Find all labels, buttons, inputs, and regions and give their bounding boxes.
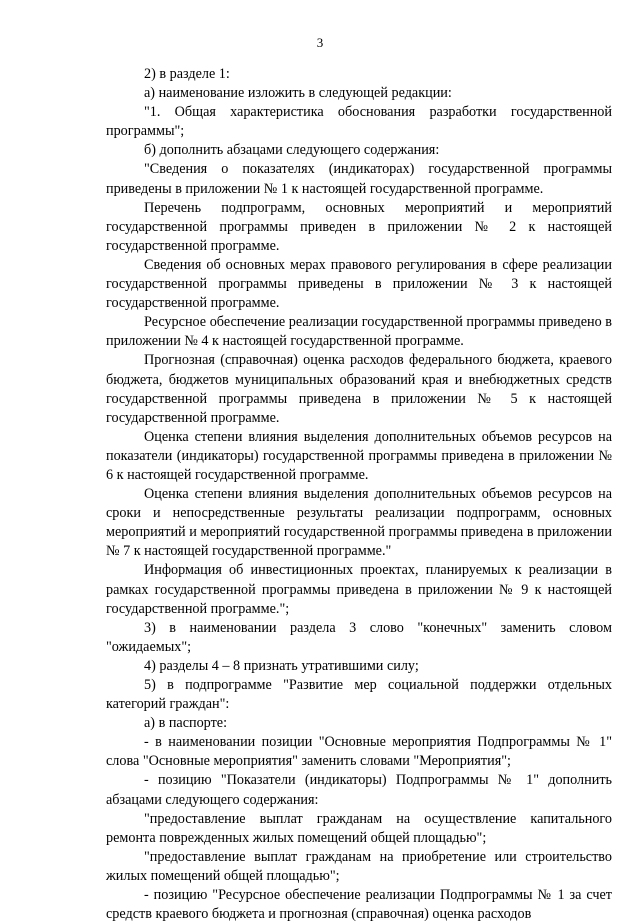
paragraph: 2) в разделе 1: [144, 66, 230, 82]
paragraph: "предоставление выплат гражданам на осуществление капитального ремонта поврежденных жилых помещений общей площадью"; [106, 810, 612, 846]
paragraph: - позицию "Ресурсное обеспечение реализации Подпрограммы № 1 за счет средств краевого бюджета и прогнозная (справочная) оценка расходов [106, 887, 612, 923]
paragraph: 4) разделы 4 – 8 признать утратившими силу; [144, 657, 419, 674]
paragraph: Ресурсное обеспечение реализации государственной программы приведено в приложении № 4 к настоящей государственной программе. [106, 314, 612, 350]
paragraph: "1. Общая характеристика обоснования разработки государственной программы"; [106, 104, 612, 140]
paragraph: а) наименование изложить в следующей редакции: [144, 85, 452, 102]
paragraph: - в наименовании позиции "Основные мероприятия Подпрограммы № 1" слова "Основные мероприятия" заменить словами "Мероприятия"; [106, 734, 612, 770]
paragraph: "Сведения о показателях (индикаторах) государственной программы приведены в приложении № 1 к настоящей государственной программе. [106, 161, 612, 197]
paragraph: - позицию "Показатели (индикаторы) Подпрограммы № 1" дополнить абзацами следующего содержания: [106, 772, 612, 808]
paragraph: Прогнозная (справочная) оценка расходов федерального бюджета, краевого бюджета, бюджетов муниципальных образований края и внебюджетных средств государственной программы приведена в приложении № 5 к настоящей государственной программе. [106, 352, 612, 426]
paragraph: Оценка степени влияния выделения дополнительных объемов ресурсов на сроки и непосредственные результаты реализации подпрограмм, основных мероприятий и мероприятий государственной программы приведена в приложении № 7 к настоящей государственной программе." [106, 486, 612, 560]
paragraph: Информация об инвестиционных проектах, планируемых к реализации в рамках государственной программы приведена в приложении № 9 к настоящей государственной программе."; [106, 562, 612, 617]
document-body [106, 65, 612, 924]
paragraph: б) дополнить абзацами следующего содержания: [144, 142, 440, 159]
paragraph: а) в паспорте: [144, 715, 228, 732]
page-number: 3 [316, 35, 324, 50]
paragraph: Оценка степени влияния выделения дополнительных объемов ресурсов на показатели (индикаторы) государственной программы приведена в приложении № 6 к настоящей государственной программе. [106, 428, 612, 483]
paragraph: Сведения об основных мерах правового регулирования в сфере реализации государственной программы приведены в приложении № 3 к настоящей государственной программе. [106, 256, 612, 312]
paragraph: 5) в подпрограмме "Развитие мер социальной поддержки отдельных категорий граждан": [106, 677, 612, 713]
paragraph: 3) в наименовании раздела 3 слово "конечных" заменить словом "ожидаемых"; [106, 619, 612, 655]
paragraph: "предоставление выплат гражданам на приобретение или строительство жилых помещений общей площадью"; [106, 848, 612, 884]
paragraph: Перечень подпрограмм, основных мероприятий и мероприятий государственной программы приведен в приложении № 2 к настоящей государственной программе. [106, 199, 612, 254]
